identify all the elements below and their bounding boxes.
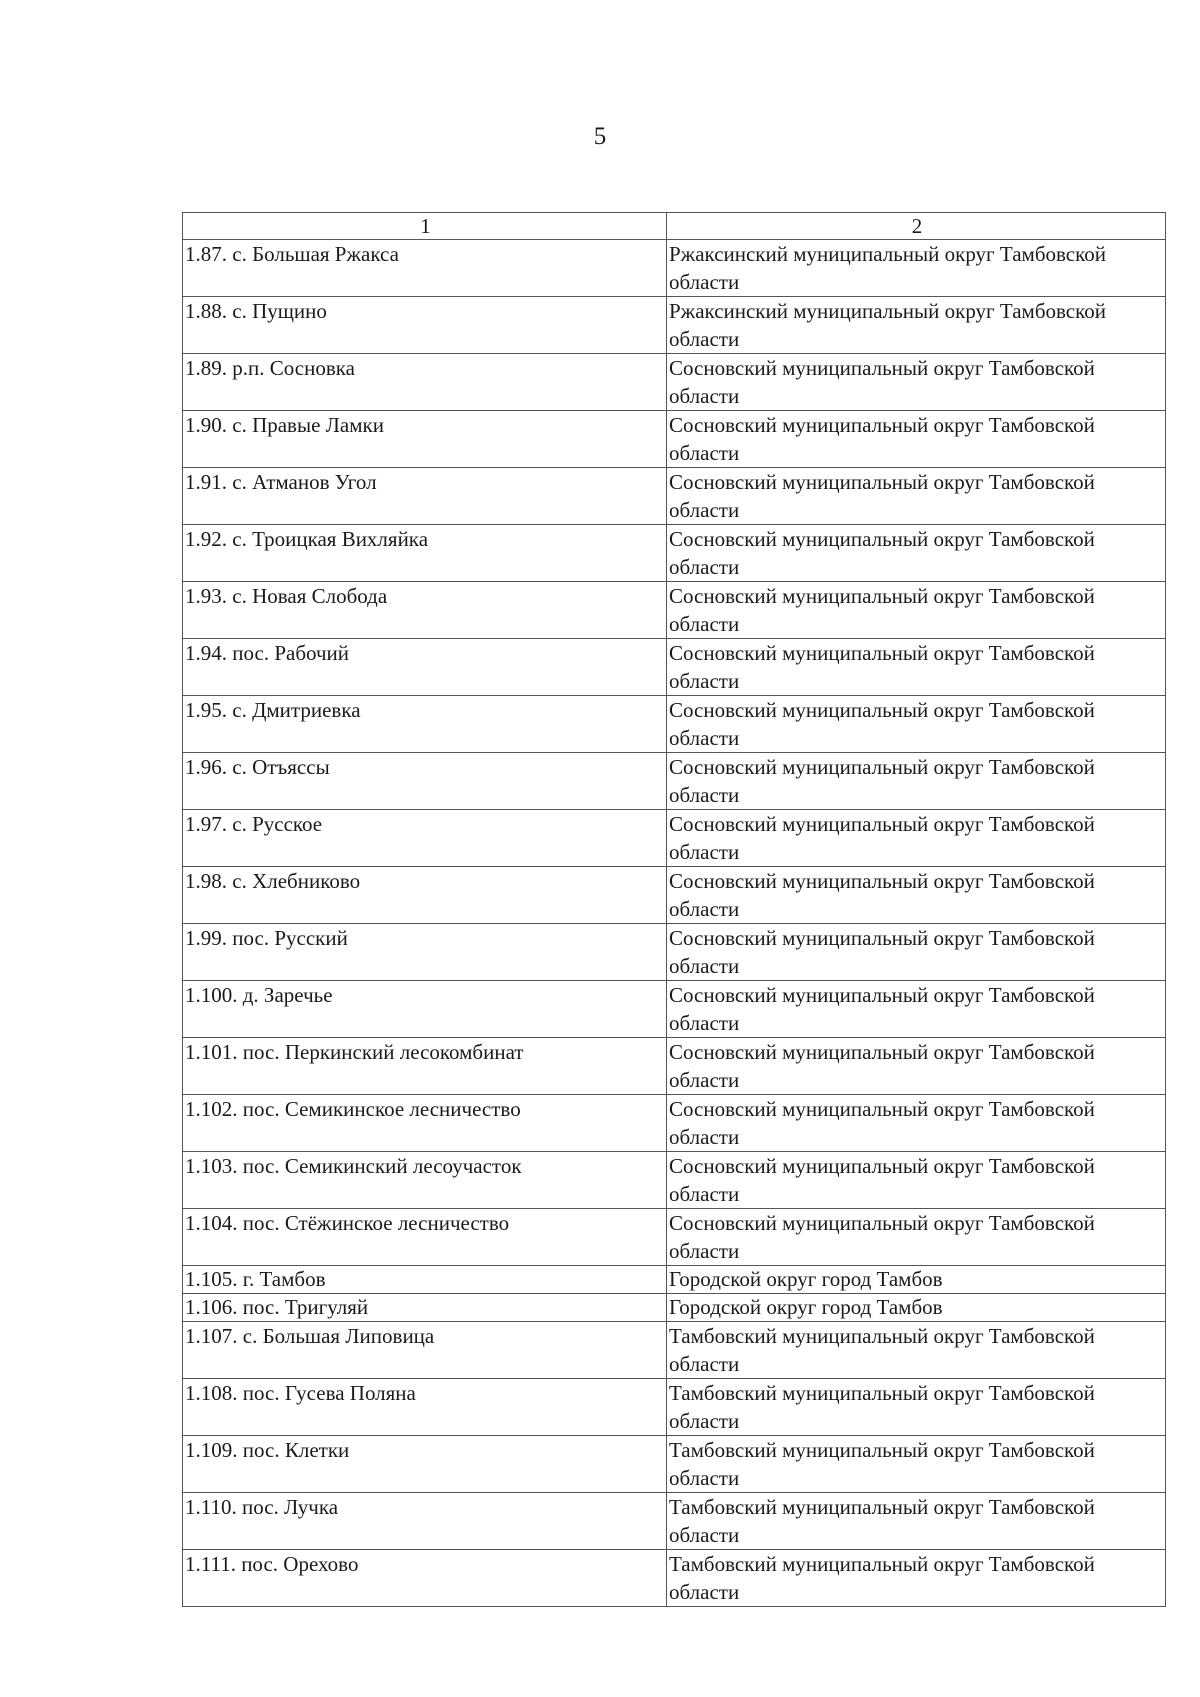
table-row xyxy=(183,1266,1166,1294)
settlement-cell: 1.105. г. Тамбов xyxy=(183,1266,667,1294)
table-row xyxy=(183,1095,1166,1152)
settlement-cell: 1.103. пос. Семикинский лесоучасток xyxy=(183,1152,667,1209)
district-cell: Сосновский муниципальный округ Тамбовской области xyxy=(667,867,1166,924)
table-row xyxy=(183,1209,1166,1266)
table-row xyxy=(183,354,1166,411)
district-cell: Сосновский муниципальный округ Тамбовской области xyxy=(667,753,1166,810)
settlement-cell: 1.104. пос. Стёжинское лесничество xyxy=(183,1209,667,1266)
table-header xyxy=(183,213,1166,240)
district-cell: Городской округ город Тамбов xyxy=(667,1294,1166,1322)
table-row xyxy=(183,582,1166,639)
district-cell: Сосновский муниципальный округ Тамбовской области xyxy=(667,639,1166,696)
district-cell: Сосновский муниципальный округ Тамбовской области xyxy=(667,1038,1166,1095)
settlement-cell: 1.89. р.п. Сосновка xyxy=(183,354,667,411)
district-cell: Сосновский муниципальный округ Тамбовской области xyxy=(667,981,1166,1038)
settlement-cell: 1.100. д. Заречье xyxy=(183,981,667,1038)
settlement-cell: 1.99. пос. Русский xyxy=(183,924,667,981)
table-header-row xyxy=(183,213,1166,240)
settlement-cell: 1.93. с. Новая Слобода xyxy=(183,582,667,639)
settlement-cell: 1.101. пос. Перкинский лесокомбинат xyxy=(183,1038,667,1095)
district-cell: Сосновский муниципальный округ Тамбовской области xyxy=(667,810,1166,867)
settlement-cell: 1.98. с. Хлебниково xyxy=(183,867,667,924)
district-cell: Сосновский муниципальный округ Тамбовской области xyxy=(667,1095,1166,1152)
table-row xyxy=(183,810,1166,867)
settlement-cell: 1.97. с. Русское xyxy=(183,810,667,867)
table-row xyxy=(183,1152,1166,1209)
settlement-cell: 1.106. пос. Тригуляй xyxy=(183,1294,667,1322)
settlement-cell: 1.96. с. Отъяссы xyxy=(183,753,667,810)
district-cell: Сосновский муниципальный округ Тамбовской области xyxy=(667,1152,1166,1209)
settlement-cell: 1.109. пос. Клетки xyxy=(183,1436,667,1493)
district-cell: Сосновский муниципальный округ Тамбовской области xyxy=(667,354,1166,411)
table-row xyxy=(183,1322,1166,1379)
table-row xyxy=(183,297,1166,354)
settlement-cell: 1.87. с. Большая Ржакса xyxy=(183,240,667,297)
district-cell: Сосновский муниципальный округ Тамбовской области xyxy=(667,696,1166,753)
table-row xyxy=(183,696,1166,753)
district-cell: Городской округ город Тамбов xyxy=(667,1266,1166,1294)
settlement-cell: 1.90. с. Правые Ламки xyxy=(183,411,667,468)
table-row xyxy=(183,1550,1166,1607)
settlement-cell: 1.94. пос. Рабочий xyxy=(183,639,667,696)
district-cell: Сосновский муниципальный округ Тамбовской области xyxy=(667,525,1166,582)
district-cell: Тамбовский муниципальный округ Тамбовской области xyxy=(667,1550,1166,1607)
table-row xyxy=(183,411,1166,468)
settlement-cell: 1.92. с. Троицкая Вихляйка xyxy=(183,525,667,582)
district-cell: Ржаксинский муниципальный округ Тамбовской области xyxy=(667,240,1166,297)
table-body xyxy=(183,240,1166,1607)
settlement-cell: 1.107. с. Большая Липовица xyxy=(183,1322,667,1379)
table-row xyxy=(183,1493,1166,1550)
district-cell: Сосновский муниципальный округ Тамбовской области xyxy=(667,411,1166,468)
table-row xyxy=(183,981,1166,1038)
column-header-2: 2 xyxy=(667,213,1166,240)
district-cell: Сосновский муниципальный округ Тамбовской области xyxy=(667,924,1166,981)
district-cell: Сосновский муниципальный округ Тамбовской области xyxy=(667,1209,1166,1266)
district-cell: Ржаксинский муниципальный округ Тамбовской области xyxy=(667,297,1166,354)
table-row xyxy=(183,468,1166,525)
district-cell: Сосновский муниципальный округ Тамбовской области xyxy=(667,582,1166,639)
table-row xyxy=(183,1436,1166,1493)
settlement-cell: 1.95. с. Дмитриевка xyxy=(183,696,667,753)
table-row xyxy=(183,240,1166,297)
settlement-cell: 1.102. пос. Семикинское лесничество xyxy=(183,1095,667,1152)
district-cell: Сосновский муниципальный округ Тамбовской области xyxy=(667,468,1166,525)
page-number: 5 xyxy=(593,123,607,150)
column-header-1: 1 xyxy=(183,213,667,240)
table-row xyxy=(183,867,1166,924)
district-cell: Тамбовский муниципальный округ Тамбовской области xyxy=(667,1379,1166,1436)
district-cell: Тамбовский муниципальный округ Тамбовской области xyxy=(667,1436,1166,1493)
table-row xyxy=(183,639,1166,696)
table-row xyxy=(183,1379,1166,1436)
settlements-table xyxy=(182,212,1166,1607)
table-row xyxy=(183,1038,1166,1095)
settlement-cell: 1.110. пос. Лучка xyxy=(183,1493,667,1550)
settlement-cell: 1.88. с. Пущино xyxy=(183,297,667,354)
district-cell: Тамбовский муниципальный округ Тамбовской области xyxy=(667,1322,1166,1379)
table-row xyxy=(183,753,1166,810)
table-row xyxy=(183,1294,1166,1322)
table-row xyxy=(183,924,1166,981)
district-cell: Тамбовский муниципальный округ Тамбовской области xyxy=(667,1493,1166,1550)
table-row xyxy=(183,525,1166,582)
settlement-cell: 1.108. пос. Гусева Поляна xyxy=(183,1379,667,1436)
settlement-cell: 1.91. с. Атманов Угол xyxy=(183,468,667,525)
settlement-cell: 1.111. пос. Орехово xyxy=(183,1550,667,1607)
